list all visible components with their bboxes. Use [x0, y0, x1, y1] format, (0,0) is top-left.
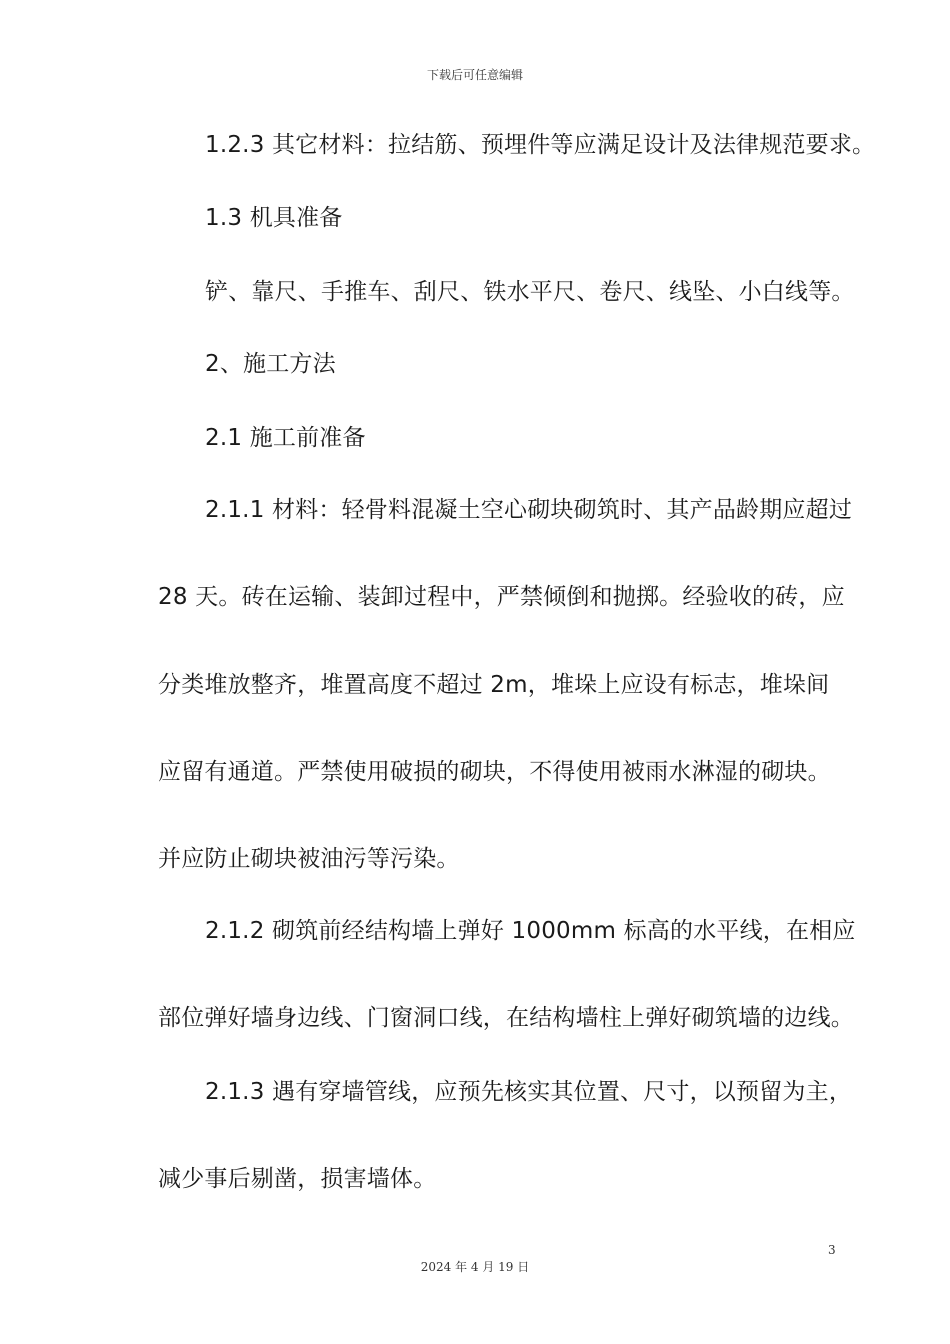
footer-date: 2024 年 4 月 19 日 — [420, 1260, 530, 1274]
text-line: 2、施工方法 — [205, 351, 336, 377]
text-line: 2.1 施工前准备 — [205, 425, 366, 451]
text-line: 2.1.3 遇有穿墙管线，应预先核实其位置、尺寸，以预留为主， — [205, 1079, 853, 1105]
text-line: 应留有通道。严禁使用破损的砌块，不得使用被雨水淋湿的砌块。 — [158, 759, 831, 785]
text-line: 减少事后剔凿，损害墙体。 — [158, 1166, 437, 1192]
text-line: 1.2.3 其它材料：拉结筋、预埋件等应满足设计及法律规范要求。 — [205, 132, 876, 158]
page-header: 下载后可任意编辑 — [426, 68, 523, 82]
text-line: 2.1.1 材料：轻骨料混凝土空心砌块砌筑时、其产品龄期应超过 — [205, 497, 853, 523]
text-line: 2.1.2 砌筑前经结构墙上弹好 1000mm 标高的水平线，在相应 — [205, 918, 856, 944]
text-line: 1.3 机具准备 — [205, 205, 343, 231]
text-line: 28 天。砖在运输、装卸过程中，严禁倾倒和抛掷。经验收的砖，应 — [158, 584, 845, 610]
text-line: 分类堆放整齐，堆置高度不超过 2m，堆垛上应设有标志，堆垛间 — [158, 672, 830, 698]
text-line: 并应防止砌块被油污等污染。 — [158, 846, 460, 872]
text-line: 铲、靠尺、手推车、刮尺、铁水平尺、卷尺、线坠、小白线等。 — [205, 279, 855, 305]
page-number: 3 — [828, 1243, 836, 1257]
text-line: 部位弹好墙身边线、门窗洞口线，在结构墙柱上弹好砌筑墙的边线。 — [158, 1005, 854, 1031]
